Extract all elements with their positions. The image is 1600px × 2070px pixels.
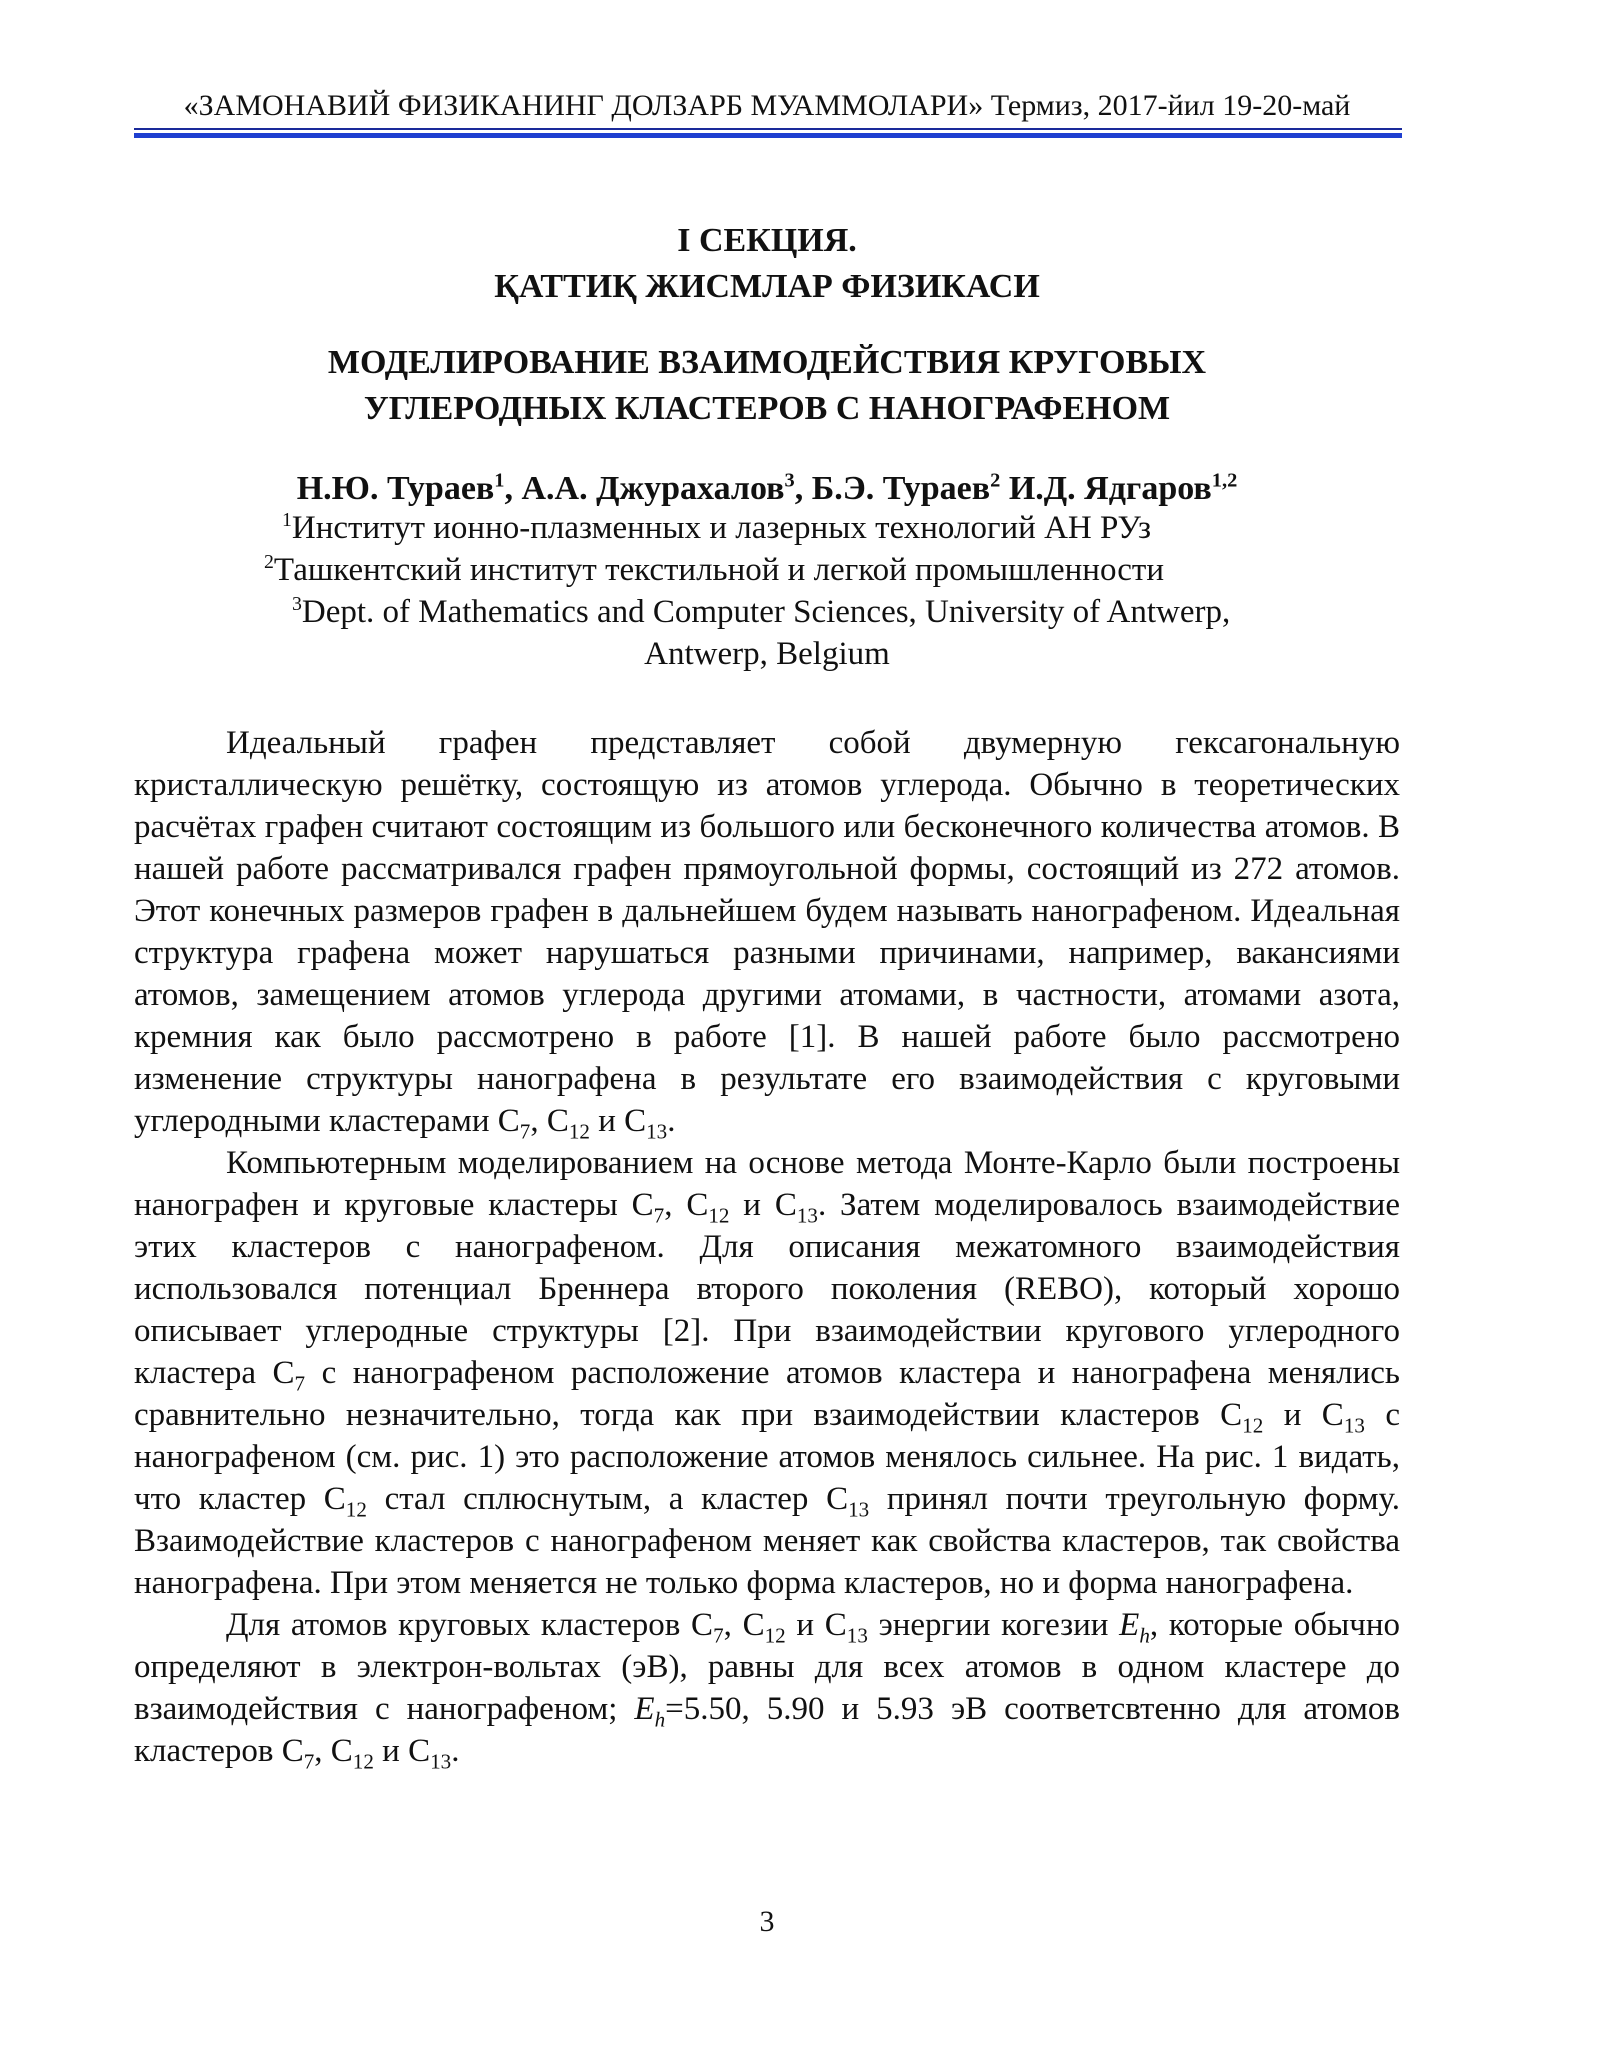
section-heading xyxy=(134,218,1400,310)
text-run: и С xyxy=(785,1607,847,1643)
paper-title xyxy=(134,340,1400,432)
text-run: принял почти треугольную форму. Взаимодействие кластеров с нанографеном меняет как свойства кластеров, так свойства нанографена. При этом меняется не только форма кластеров, но и форма нанографена. xyxy=(134,1481,1400,1601)
running-head: «ЗАМОНАВИЙ ФИЗИКАНИНГ ДОЛЗАРБ МУАММОЛАРИ» Термиз, 2017-йил 19-20-май xyxy=(183,89,1351,122)
text-run: стал сплюснутым, а кластер С xyxy=(366,1481,849,1517)
subscript: 7 xyxy=(303,1749,315,1774)
subscript: 13 xyxy=(846,1623,868,1648)
author-separator: , xyxy=(794,470,812,507)
text-run: и С xyxy=(729,1187,797,1223)
text-run: . Затем моделировалось взаимодействие этих кластеров с нанографеном. Для описания межатомного взаимодействия использовался потенциал Бреннера второго поколения (REBO), который хорошо описывает углеродные структуры [2]. При взаимодействии кругового углеродного кластера С xyxy=(134,1187,1400,1391)
text-run: с нанографеном расположение атомов кластера и нанографена менялись сравнительно незначительно, тогда как при взаимодействии кластеров С xyxy=(134,1355,1400,1433)
author-name: Н.Ю. Тураев xyxy=(296,470,495,507)
paragraph-3 xyxy=(134,1604,1400,1772)
affiliation-text: Dept. of Mathematics and Computer Sciences, University of Antwerp, xyxy=(301,594,1231,630)
text-run: =5.50, 5.90 и 5.93 эВ соответсвтенно для атомов кластеров С xyxy=(134,1691,1400,1769)
math-subscript: h xyxy=(654,1707,666,1732)
author-affiliation-mark: 2 xyxy=(990,469,1001,492)
text-run: Компьютерным моделированием на основе метода Монте-Карло были построены нанографен и круговые кластеры С xyxy=(134,1145,1400,1223)
paragraph-1 xyxy=(134,722,1400,1142)
subscript xyxy=(1139,1624,1150,1648)
text-run: с нанографеном (см. рис. 1) это расположение атомов менялось сильнее. На рис. 1 видать, что кластер С xyxy=(134,1397,1400,1517)
subscript: 12 xyxy=(764,1623,786,1648)
subscript: 7 xyxy=(653,1203,665,1228)
subscript: 7 xyxy=(713,1623,724,1648)
author-affiliation-mark: 3 xyxy=(784,469,795,492)
subscript: 12 xyxy=(1242,1413,1264,1438)
affiliation-text: Ташкентский институт текстильной и легкой промышленности xyxy=(273,552,1164,588)
text-run: и С xyxy=(373,1733,431,1769)
subscript: 12 xyxy=(568,1119,590,1144)
math-symbol: E xyxy=(1119,1607,1140,1643)
subscript: 13 xyxy=(848,1497,870,1522)
subscript xyxy=(655,1708,666,1732)
affiliation xyxy=(264,549,1164,591)
author-separator: , xyxy=(504,470,522,507)
subscript: 7 xyxy=(294,1371,306,1396)
author-name: И.Д. Ядгаров xyxy=(1008,470,1212,507)
affiliation-text: Институт ионно-плазменных и лазерных технологий АН РУз xyxy=(291,510,1152,546)
text-run: . xyxy=(667,1103,676,1139)
affiliation xyxy=(282,507,1151,549)
affiliation-text: Antwerp, Belgium xyxy=(644,636,890,672)
text-run: , С xyxy=(664,1187,709,1223)
text-run: Для атомов круговых кластеров С xyxy=(226,1607,714,1643)
header-rule-thick xyxy=(134,133,1402,138)
subscript: 13 xyxy=(430,1749,452,1774)
affiliation-mark: 1 xyxy=(282,509,292,531)
paper-title-line-2: УГЛЕРОДНЫХ КЛАСТЕРОВ С НАНОГРАФЕНОМ xyxy=(363,390,1171,427)
author-list xyxy=(134,466,1400,512)
author-affiliation-mark: 1 xyxy=(494,469,505,492)
subscript: 13 xyxy=(646,1119,668,1144)
math-subscript: h xyxy=(1139,1623,1150,1648)
subscript: 12 xyxy=(708,1203,730,1228)
text-run: . xyxy=(451,1733,460,1769)
subscript: 12 xyxy=(352,1749,374,1774)
affiliation xyxy=(292,591,1230,633)
author-name: Б.Э. Тураев xyxy=(811,470,991,507)
author-separator xyxy=(1000,470,1009,507)
subscript: 13 xyxy=(1343,1413,1365,1438)
affiliation xyxy=(134,633,1400,675)
text-run: и С xyxy=(589,1103,647,1139)
text-run: , С xyxy=(530,1103,569,1139)
subscript: 7 xyxy=(519,1119,531,1144)
text-run: Идеальный графен представляет собой двумерную гексагональную кристаллическую решётку, состоящую из атомов углерода. Обычно в теоретических расчётах графен считают состоящим из большого или бесконечного количества атомов. В нашей работе рассматривался графен прямоугольной формы, состоящий из 272 атомов. Этот конечных размеров графен в дальнейшем будем называть нанографеном. Идеальная структура графена может нарушаться разными причинами, например, вакансиями атомов, замещением атомов углерода другими атомами, в частности, атомами азота, кремния как было рассмотрено в работе [1]. В нашей работе было рассмотрено изменение структуры нанографена в результате его взаимодействия с круговыми углеродными кластерами С xyxy=(134,725,1400,1139)
page-number: 3 xyxy=(759,1905,775,1938)
author-name: А.А. Джурахалов xyxy=(521,470,785,507)
section-title: ҚАТТИҚ ЖИСМЛАР ФИЗИКАСИ xyxy=(494,268,1040,305)
section-number: I СЕКЦИЯ. xyxy=(677,222,857,259)
text-run: , С xyxy=(723,1607,765,1643)
text-run: и С xyxy=(1263,1397,1344,1433)
subscript: 12 xyxy=(345,1497,367,1522)
math-symbol: E xyxy=(634,1691,655,1727)
author-affiliation-mark: 1,2 xyxy=(1211,469,1238,492)
paragraph-2 xyxy=(134,1142,1400,1604)
body-text xyxy=(134,722,1400,1772)
text-run: , которые обычно определяют в электрон-вольтах (эВ), равны для всех атомов в одном кластере до взаимодействия с нанографеном; xyxy=(134,1607,1400,1727)
affiliation-mark: 3 xyxy=(292,593,302,615)
text-run: энергии когезии xyxy=(867,1607,1120,1643)
subscript: 13 xyxy=(796,1203,818,1228)
header-rule-thin xyxy=(134,128,1402,130)
text-run: , С xyxy=(314,1733,353,1769)
paper-title-line-1: МОДЕЛИРОВАНИЕ ВЗАИМОДЕЙСТВИЯ КРУГОВЫХ xyxy=(327,344,1207,381)
affiliation-mark: 2 xyxy=(264,551,274,573)
